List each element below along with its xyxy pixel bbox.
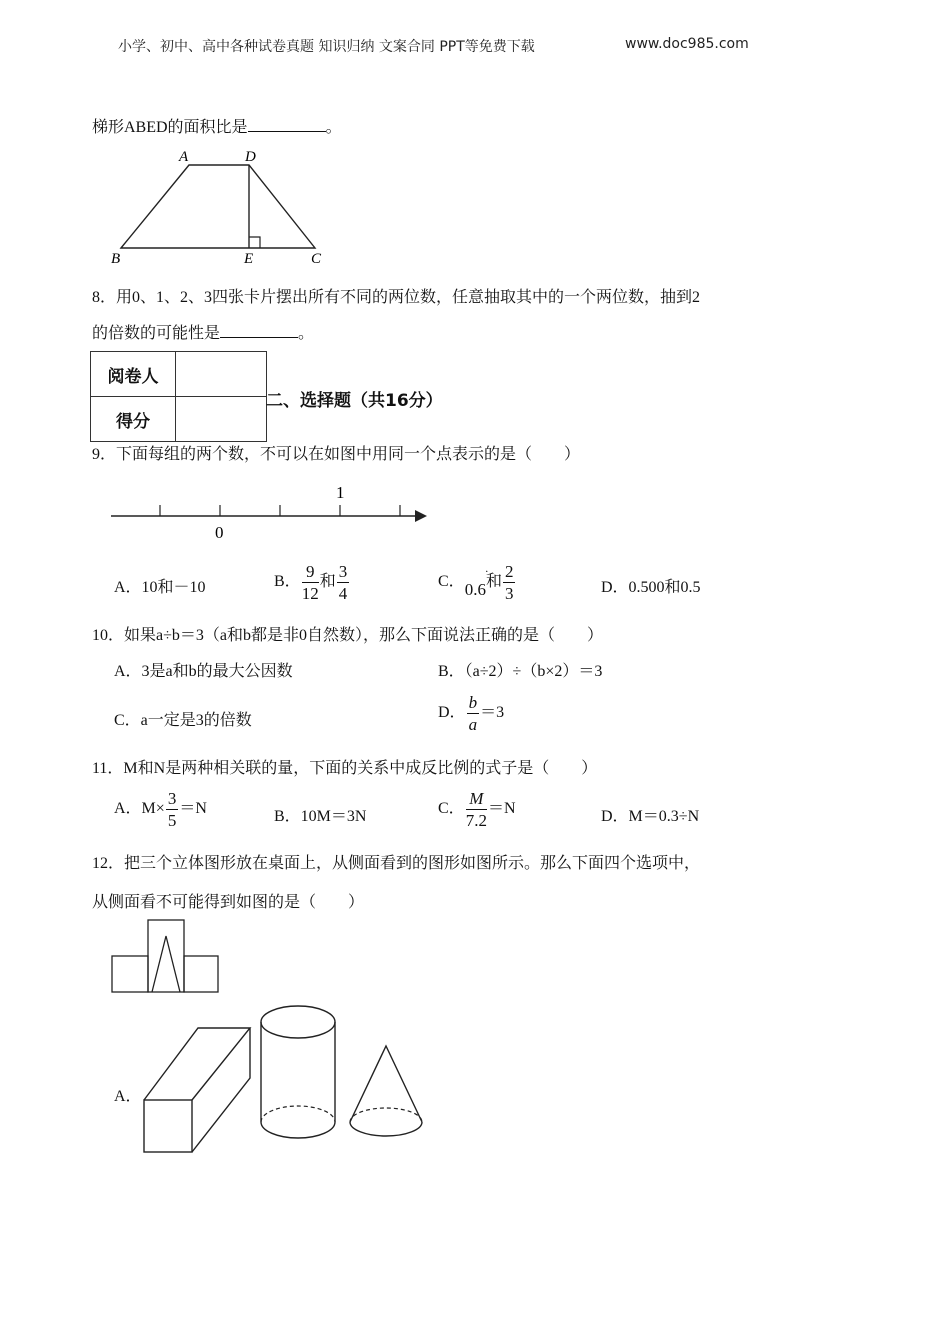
q7-line: 梯形ABED的面积比是	[92, 119, 248, 136]
q10-option-d[interactable]	[438, 694, 504, 733]
q10-d-prefix: D．	[438, 704, 466, 722]
fraction: $\frac{9}{12}$	[301, 562, 319, 603]
cuboid-front	[144, 1100, 192, 1152]
axis-label-zero: 0	[215, 523, 224, 542]
q11-option-a[interactable]	[114, 790, 207, 829]
q9-b-prefix: B．	[274, 573, 301, 591]
cylinder-top	[261, 1006, 335, 1038]
score-cell[interactable]	[176, 397, 267, 442]
fraction: $\frac{b}{a}$	[468, 693, 478, 734]
reviewer-cell[interactable]	[176, 352, 267, 397]
right-angle-mark	[249, 237, 260, 248]
cone-base-back	[350, 1108, 422, 1122]
q8-line2-wrap	[92, 320, 314, 343]
label-e: E	[244, 251, 254, 267]
q11-option-d[interactable]: D．M＝0.3÷N	[601, 808, 700, 825]
trapezoid-shape	[121, 165, 315, 248]
repeating-decimal: 0.6 ·	[464, 563, 489, 599]
header-title: 小学、初中、高中各种试卷真题 知识归纳 文案合同 PPT等免费下载	[118, 39, 535, 55]
q7-text	[92, 114, 342, 137]
q9-option-d[interactable]: D．0.500和0.5	[601, 579, 701, 596]
cone-sides	[350, 1046, 422, 1122]
q11-c-prefix: C．	[438, 800, 465, 818]
right-square	[184, 956, 218, 992]
q9-option-a[interactable]: A．10和－10	[114, 579, 206, 596]
q10-d-suffix: ＝3	[480, 704, 505, 722]
q11-a-suffix: ＝N	[179, 800, 207, 818]
center-rectangle	[148, 920, 184, 992]
and-text: 和	[485, 573, 502, 591]
q11-c-suffix: ＝N	[487, 800, 516, 818]
label-d: D	[245, 149, 256, 165]
q12-option-a-label[interactable]: A．	[114, 1088, 142, 1105]
q11-option-c[interactable]	[438, 790, 516, 829]
score-label: 得分	[91, 397, 176, 442]
header-url[interactable]: www.doc985.com	[625, 36, 749, 52]
answer-blank[interactable]	[248, 117, 326, 132]
side-view-figure	[110, 918, 222, 996]
label-b: B	[111, 251, 121, 267]
q10-option-b[interactable]: B．（a÷2）÷（b×2）＝3	[438, 663, 603, 680]
trapezoid-figure	[105, 145, 335, 270]
q11-stem: 11．M和N是两种相关联的量，下面的关系中成反比例的式子是（ ）	[92, 760, 598, 777]
axis-label-one: 1	[336, 483, 345, 502]
q10-option-a[interactable]: A．3是a和b的最大公因数	[114, 663, 293, 680]
q8-end: 。	[298, 325, 315, 342]
q9-option-c[interactable]	[438, 563, 516, 602]
answer-blank[interactable]	[220, 323, 298, 338]
q8-line2: 的倍数的可能性是	[92, 325, 221, 342]
cuboid-top	[144, 1028, 250, 1100]
q12-line2: 从侧面看不可能得到如图的是（ ）	[92, 894, 365, 911]
reviewer-label: 阅卷人	[91, 352, 176, 397]
and-text: 和	[319, 573, 336, 591]
q8-line1: 8．用0、1、2、3四张卡片摆出所有不同的两位数，任意抽取其中的一个两位数，抽到2	[92, 289, 701, 306]
left-square	[112, 956, 148, 992]
option-a-figure	[140, 1000, 430, 1158]
fraction: $\frac{2}{3}$	[504, 562, 514, 603]
q10-option-c[interactable]: C．a一定是3的倍数	[114, 712, 252, 729]
fraction: $\frac{M}{7.2}$	[465, 789, 487, 830]
fraction: $\frac{3}{5}$	[167, 789, 177, 830]
cone-base-front	[350, 1122, 422, 1136]
label-c: C	[311, 251, 322, 267]
q9-stem: 9．下面每组的两个数，不可以在如图中用同一个点表示的是（ ）	[92, 446, 581, 463]
q7-end: 。	[325, 119, 342, 136]
cylinder-bottom-front	[261, 1122, 335, 1138]
q9-c-prefix: C．	[438, 573, 465, 591]
label-a: A	[179, 149, 189, 165]
triangle-lines	[152, 936, 180, 992]
axis-arrow	[415, 510, 427, 522]
q12-line1: 12．把三个立体图形放在桌面上，从侧面看到的图形如图所示。那么下面四个选项中，	[92, 855, 701, 872]
score-table	[90, 351, 267, 442]
q11-a-prefix: A．M×	[114, 800, 165, 818]
q10-stem: 10．如果a÷b＝3（a和b都是非0自然数），那么下面说法正确的是（ ）	[92, 627, 603, 644]
q11-option-b[interactable]: B．10M＝3N	[274, 808, 367, 825]
fraction: $\frac{3}{4}$	[338, 562, 348, 603]
q9-option-b[interactable]	[274, 563, 350, 602]
section-title: 二、选择题（共16分）	[266, 391, 443, 411]
number-line	[105, 478, 435, 544]
cylinder-bottom-back	[261, 1106, 335, 1122]
